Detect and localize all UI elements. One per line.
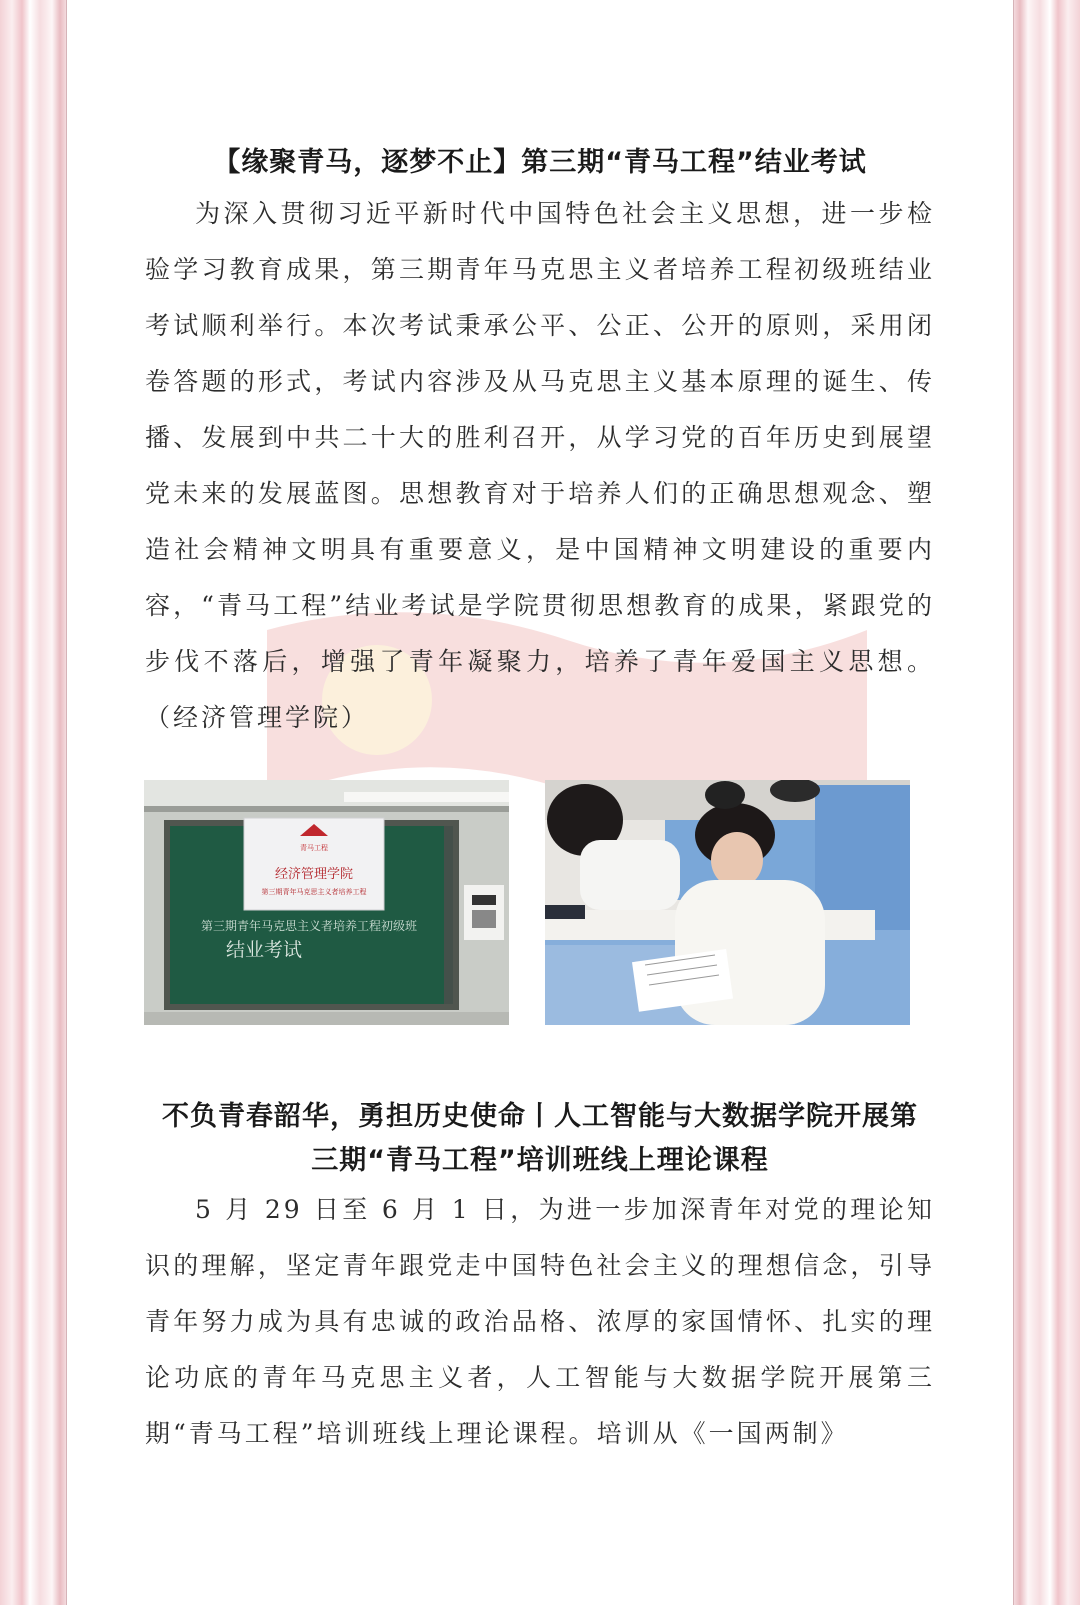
article2-title-line2: 三期“青马工程”培训班线上理论课程	[311, 1145, 769, 1176]
photo-students-writing	[545, 780, 910, 1025]
board-line2: 结业考试	[225, 939, 303, 961]
banner-line1: 经济管理学院	[274, 867, 354, 882]
article2-title-line1: 不负青春韶华，勇担历史使命丨人工智能与大数据学院开展第	[162, 1101, 918, 1132]
board-line1: 第三期青年马克思主义者培养工程初级班	[200, 919, 418, 933]
banner-logo-text: 青马工程	[300, 844, 328, 852]
photo-exam-blackboard	[144, 780, 509, 1025]
article1-title: 【缘聚青马，逐梦不止】第三期“青马工程”结业考试	[213, 147, 867, 178]
banner-line2: 第三期青年马克思主义者培养工程	[261, 888, 367, 896]
left-decorative-border	[0, 0, 70, 1605]
article1-body: 为深入贯彻习近平新时代中国特色社会主义思想，进一步检验学习教育成果，第三期青年马克思主义者培养工程初级班结业考试顺利举行。本次考试秉承公平、公正、公开的原则，采用闭卷答题的形式，考试内容涉及从马克思主义基本原理的诞生、传播、发展到中共二十大的胜利召开，从学习党的百年历史到展望党未来的发展蓝图。思想教育对于培养人们的正确思想观念、塑造社会精神文明具有重要意义，是中国精神文明建设的重要内容，“青马工程”结业考试是学院贯彻思想教育的成果，紧跟党的步伐不落后，增强了青年凝聚力，培养了青年爱国主义思想。（经济管理学院）	[145, 199, 935, 732]
article2-body: 5 月 29 日至 6 月 1 日，为进一步加深青年对党的理论知识的理解，坚定青年跟党走中国特色社会主义的理想信念，引导青年努力成为具有忠诚的政治品格、浓厚的家国情怀、扎实的理论功底的青年马克思主义者，人工智能与大数据学院开展第三期“青马工程”培训班线上理论课程。培训从《一国两制》	[145, 1195, 935, 1448]
right-decorative-border	[1010, 0, 1080, 1605]
